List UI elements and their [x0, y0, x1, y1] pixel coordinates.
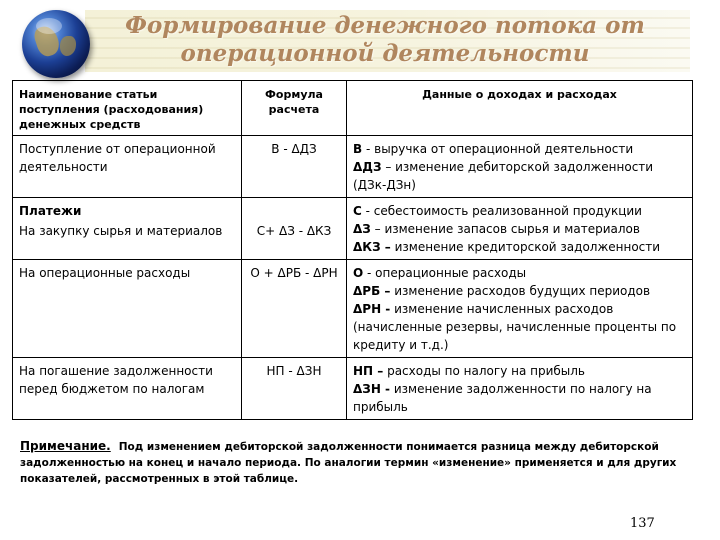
title-line-2: операционной деятельности — [180, 40, 590, 67]
cash-flow-table — [12, 80, 693, 420]
table-row — [13, 198, 693, 260]
data-line: ΔРБ – изменение расходов будущих периодов — [353, 284, 651, 298]
row-item-name — [13, 260, 242, 358]
row-item-name — [13, 198, 242, 260]
footnote-text: Под изменением дебиторской задолженности понимается разница между дебиторской задолженностью на конец и начало периода. По аналогии термин «изменение» применяется и для других показателей, рассмотренных в этой таблице. — [20, 441, 677, 485]
row-name-text: На операционные расходы — [19, 266, 191, 280]
row-formula: НП - ΔЗН — [242, 358, 347, 420]
data-line: О - операционные расходы — [353, 266, 527, 280]
row-formula: В - ΔДЗ — [242, 136, 347, 198]
footnote-label: Примечание. — [20, 439, 111, 453]
data-line: ΔДЗ – изменение дебиторской задолженности (ДЗк-ДЗн) — [353, 160, 654, 192]
data-line: ΔЗН - изменение задолженности по налогу на прибыль — [353, 382, 652, 414]
header-formula: Формула расчета — [242, 81, 347, 136]
row-data — [347, 260, 693, 358]
data-line: ΔЗ – изменение запасов сырья и материалов — [353, 222, 640, 236]
data-line: В - выручка от операционной деятельности — [353, 142, 634, 156]
row-name-heading: Платежи — [19, 204, 82, 218]
table-row — [13, 136, 693, 198]
row-name-text: На закупку сырья и материалов — [19, 224, 223, 238]
header-data: Данные о доходах и расходах — [347, 81, 693, 136]
page-number: 137 — [630, 516, 655, 531]
row-data — [347, 198, 693, 260]
row-formula: О + ΔРБ - ΔРН — [242, 260, 347, 358]
row-data — [347, 136, 693, 198]
row-item-name — [13, 358, 242, 420]
table-row — [13, 260, 693, 358]
data-line: НП – расходы по налогу на прибыль — [353, 364, 586, 378]
table-header-row — [13, 81, 693, 136]
data-line: ΔРН - изменение начисленных расходов (начисленные резервы, начисленные проценты по кредиту и т.д.) — [353, 302, 677, 352]
row-name-text: Поступление от операционной деятельности — [19, 142, 216, 174]
page-title — [95, 12, 675, 68]
row-name-text: На погашение задолженности перед бюджетом по налогам — [19, 364, 213, 396]
title-line-1: Формирование денежного потока от — [125, 12, 645, 39]
table-row — [13, 358, 693, 420]
row-formula: С+ ΔЗ - ΔКЗ — [242, 198, 347, 260]
globe-icon — [22, 10, 90, 78]
data-line: С - себестоимость реализованной продукции — [353, 204, 642, 218]
row-item-name — [13, 136, 242, 198]
row-data — [347, 358, 693, 420]
footnote — [20, 438, 692, 487]
data-line: ΔКЗ – изменение кредиторской задолженности — [353, 240, 661, 254]
header-item-name: Наименование статьи поступления (расходования) денежных средств — [13, 81, 242, 136]
